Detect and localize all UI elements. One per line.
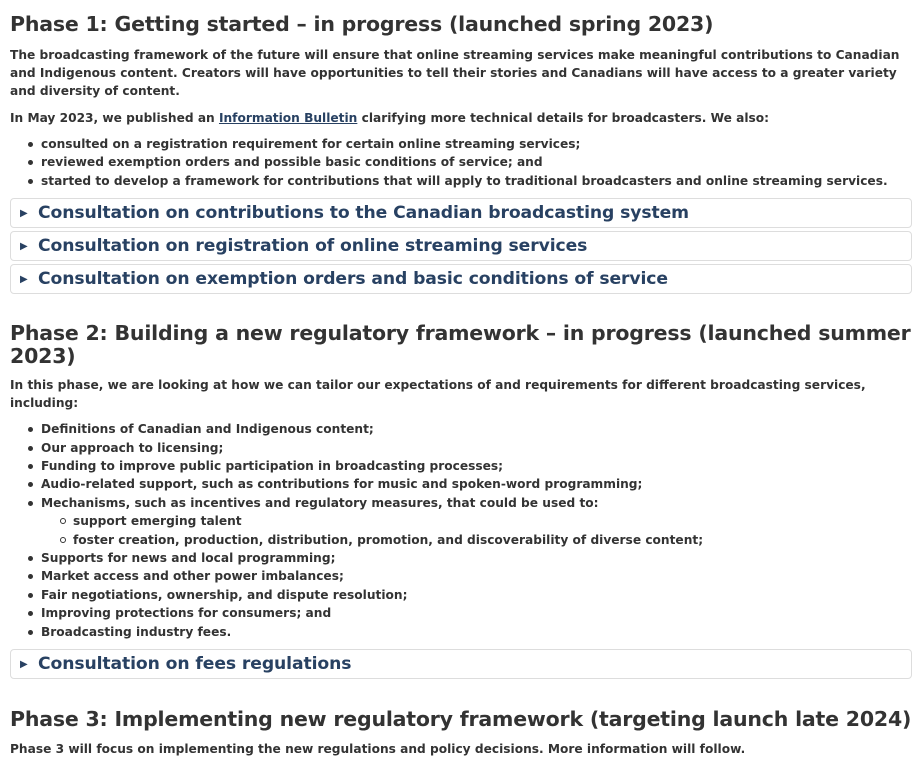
phase1-intro: The broadcasting framework of the future will ensure that online streaming services make meaningful contributions to Canadian and Indigenous content. Creators will have opportunities to tell their stories and Canadians will have access to a greater variety and diversity of content. bbox=[10, 48, 900, 98]
phase1-list bbox=[10, 135, 918, 190]
consultation-title: Consultation on registration of online streaming services bbox=[38, 236, 588, 257]
phase2-list-continued bbox=[10, 549, 918, 641]
list-item: Our approach to licensing; bbox=[10, 439, 918, 457]
phase2-intro: In this phase, we are looking at how we can tailor our expectations of and requirements for different broadcasting services, including: bbox=[10, 378, 866, 411]
information-bulletin-link[interactable]: Information Bulletin bbox=[218, 111, 358, 125]
phase3-intro: Phase 3 will focus on implementing the new regulations and policy decisions. More information will follow. bbox=[10, 742, 746, 757]
triangle-right-icon: ▶ bbox=[20, 240, 28, 252]
consultation-title: Consultation on exemption orders and basic conditions of service bbox=[38, 269, 668, 290]
list-item: reviewed exemption orders and possible basic conditions of service; and bbox=[10, 153, 918, 171]
bulletin-text-after: clarifying more technical details for broadcasters. We also: bbox=[357, 111, 770, 125]
list-item: Funding to improve public participation in broadcasting processes; bbox=[10, 457, 918, 475]
list-item: consulted on a registration requirement for certain online streaming services; bbox=[10, 135, 918, 153]
sub-list-item: support emerging talent bbox=[10, 512, 918, 530]
list-item: Improving protections for consumers; and bbox=[10, 604, 918, 622]
phase2-list bbox=[10, 420, 918, 512]
triangle-right-icon: ▶ bbox=[20, 658, 28, 670]
phase3-heading: Phase 3: Implementing new regulatory framework (targeting launch late 2024) bbox=[10, 707, 912, 732]
consultation-exemption-toggle[interactable] bbox=[10, 264, 912, 294]
phase1-heading: Phase 1: Getting started – in progress (launched spring 2023) bbox=[10, 12, 714, 36]
consultation-fees-toggle[interactable] bbox=[10, 649, 912, 679]
sub-list-item: foster creation, production, distribution, promotion, and discoverability of diverse content; bbox=[10, 531, 918, 549]
list-item: Supports for news and local programming; bbox=[10, 549, 918, 567]
list-item: Audio-related support, such as contributions for music and spoken-word programming; bbox=[10, 475, 918, 493]
triangle-right-icon: ▶ bbox=[20, 207, 28, 219]
consultation-contributions-toggle[interactable] bbox=[10, 198, 912, 228]
consultation-title: Consultation on fees regulations bbox=[38, 654, 352, 675]
phase2-heading: Phase 2: Building a new regulatory framework – in progress (launched summer 2023) bbox=[10, 321, 911, 369]
list-item: Mechanisms, such as incentives and regulatory measures, that could be used to: bbox=[10, 494, 918, 512]
phase2-sublist bbox=[10, 512, 918, 549]
list-item: started to develop a framework for contributions that will apply to traditional broadcasters and online streaming services. bbox=[10, 172, 918, 190]
triangle-right-icon: ▶ bbox=[20, 273, 28, 285]
list-item: Market access and other power imbalances; bbox=[10, 567, 918, 585]
consultation-registration-toggle[interactable] bbox=[10, 231, 912, 261]
list-item: Broadcasting industry fees. bbox=[10, 623, 918, 641]
consultation-title: Consultation on contributions to the Canadian broadcasting system bbox=[38, 203, 689, 224]
list-item: Fair negotiations, ownership, and dispute resolution; bbox=[10, 586, 918, 604]
phase1-bulletin-text bbox=[10, 109, 918, 127]
bulletin-text-before: In May 2023, we published an bbox=[10, 111, 219, 125]
list-item: Definitions of Canadian and Indigenous content; bbox=[10, 420, 918, 438]
